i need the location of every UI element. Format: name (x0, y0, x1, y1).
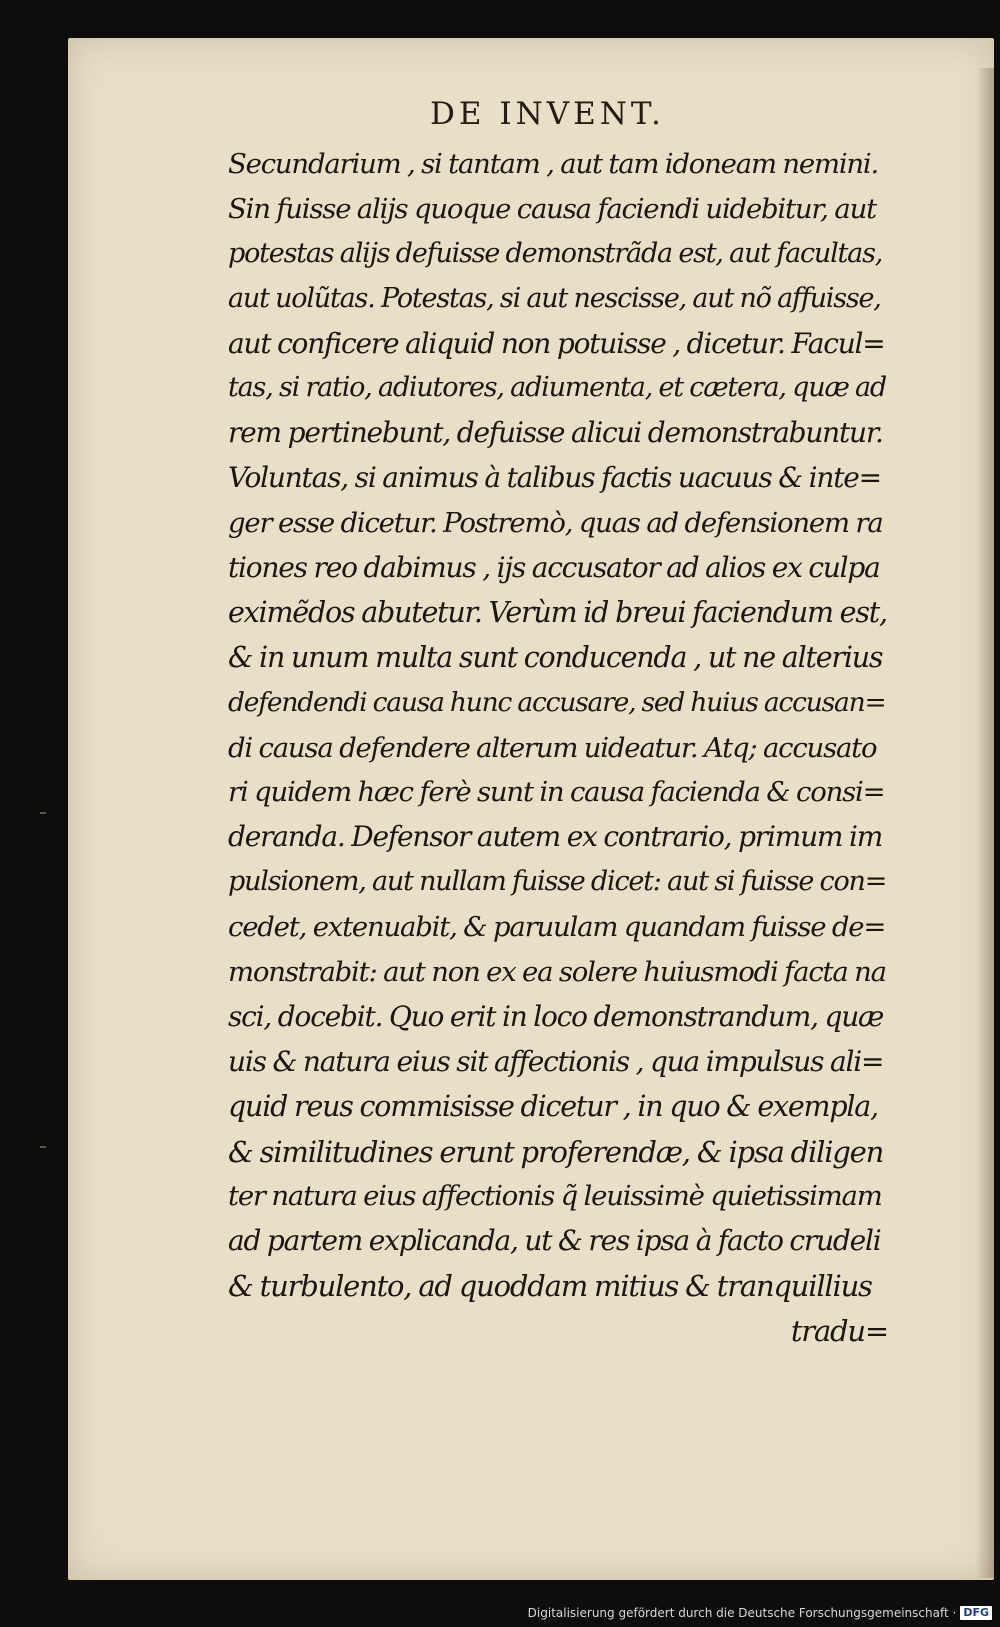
text-line: monstrabit: aut non ex ea solere huiusmodi facta na (228, 956, 886, 989)
margin-mark (40, 1146, 46, 1148)
text-line: quid reus commisisse dicetur , in quo & exempla, (228, 1089, 878, 1123)
catchword: tradu= (790, 1314, 888, 1349)
text-line: ger esse dicetur. Postremò, quas ad defensionem ra (228, 507, 883, 540)
credit-text: Digitalisierung gefördert durch die Deutsche Forschungsgemeinschaft · (527, 1606, 957, 1620)
text-line: di causa defendere alterum uideatur. Atq; accusato (228, 731, 877, 764)
text-line: & similitudines erunt proferendæ, & ipsa diligen (228, 1134, 884, 1169)
text-line: tiones reo dabimus , ijs accusator ad alios ex culpa (228, 551, 880, 585)
text-line: rem pertinebunt, defuisse alicui demonstrabuntur. (228, 416, 883, 450)
text-line: deranda. Defensor autem ex contrario, primum im (228, 820, 883, 854)
text-line: pulsionem, aut nullam fuisse dicet: aut si fuisse con= (228, 866, 887, 898)
text-line: defendendi causa hunc accusare, sed huius accusan= (228, 686, 886, 718)
margin-mark (40, 812, 46, 814)
text-line: sci, docebit. Quo erit in loco demonstrandum, quæ (228, 999, 884, 1033)
text-block (228, 142, 888, 1354)
text-line: cedet, extenuabit, & paruulam quandam fuisse de= (228, 911, 886, 944)
text-line: aut conficere aliquid non potuisse , dicetur. Facul= (228, 326, 885, 360)
text-line: tas, si ratio, adiutores, adiumenta, et cætera, quæ ad (228, 372, 886, 404)
text-line: ter natura eius affectionis q̃ leuissimè quietissimam (228, 1180, 882, 1213)
text-line: aut uolũtas. Potestas, si aut nescisse, aut nõ affuisse, (228, 282, 881, 314)
text-line: Voluntas, si animus à talibus factis uacuus & inte= (228, 461, 881, 495)
text-line: Sin fuisse alijs quoque causa faciendi uidebitur, aut (228, 192, 876, 225)
text-line: & turbulento, ad quoddam mitius & tranquillius (228, 1269, 872, 1304)
text-line: potestas alijs defuisse demonstrãda est, aut facultas, (228, 237, 883, 269)
digitization-credit (528, 1603, 992, 1623)
text-line: ri quidem hæc ferè sunt in causa facienda & consi= (228, 776, 885, 809)
dfg-logo: DFG (960, 1606, 992, 1620)
text-line: ad partem explicanda, ut & res ipsa à facto crudeli (228, 1224, 881, 1258)
text-line: Secundarium , si tantam , aut tam idoneam nemini. (228, 148, 879, 180)
page-edge-shadow (976, 68, 994, 1578)
text-line: eximẽdos abutetur. Verùm id breui faciendum est, (228, 595, 887, 629)
text-line: uis & natura eius sit affectionis , qua impulsus ali= (228, 1044, 884, 1078)
running-head: DE INVENT. (430, 96, 665, 132)
text-line: & in unum multa sunt conducenda , ut ne alterius (228, 640, 883, 674)
